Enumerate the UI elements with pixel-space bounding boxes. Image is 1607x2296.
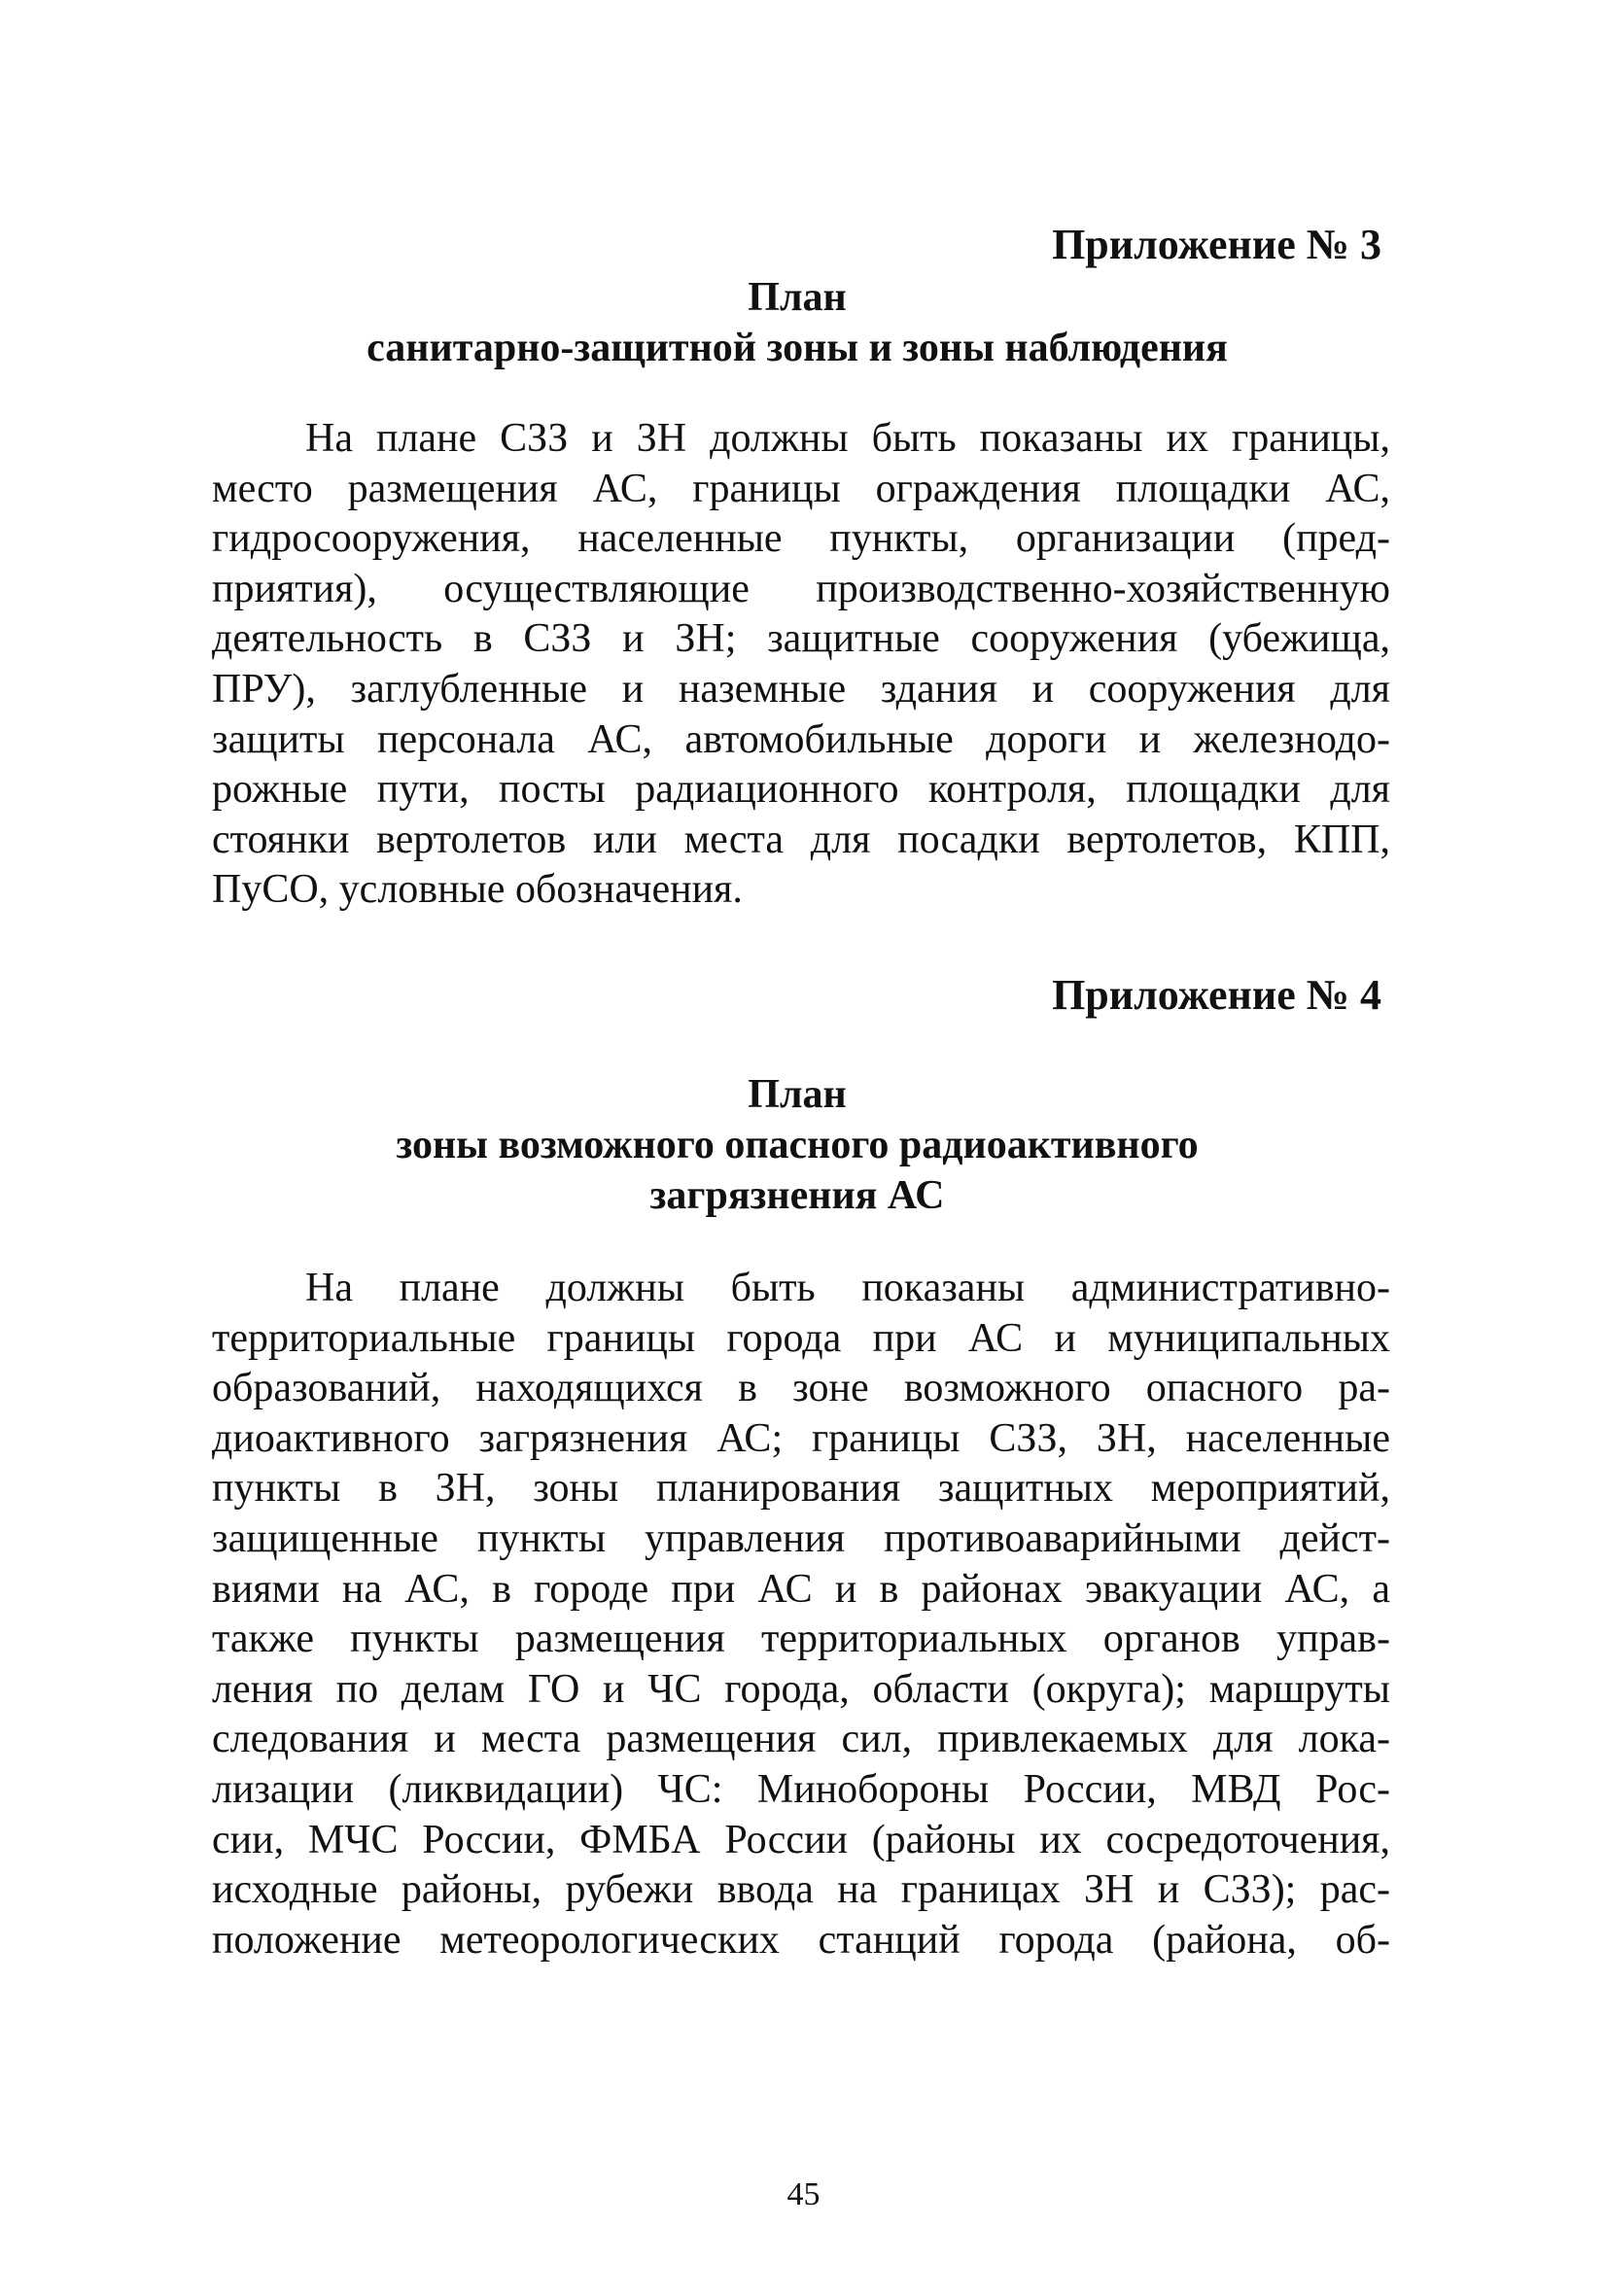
paragraph-line: приятия), осуществляющие производственно-хозяйственную <box>212 566 1390 611</box>
paragraph-line: виями на АС, в городе при АС и в районах эвакуации АС, а <box>212 1566 1390 1612</box>
paragraph-line: сии, МЧС России, ФМБА России (районы их сосредоточения, <box>212 1817 1390 1862</box>
paragraph-line: также пункты размещения территориальных органов управ- <box>212 1617 1390 1662</box>
paragraph-line: лизации (ликвидации) ЧС: Минобороны России, МВД Рос- <box>212 1766 1390 1812</box>
paragraph-line: положение метеорологических станций города (района, об- <box>212 1917 1390 1963</box>
paragraph-line: На плане СЗЗ и ЗН должны быть показаны их границы, <box>305 416 1390 461</box>
paragraph-line: защищенные пункты управления противоаварийными дейст- <box>212 1515 1390 1561</box>
page-number: 45 <box>786 2176 821 2212</box>
appendix-3-title-line: План <box>748 275 847 320</box>
paragraph-line: стоянки вертолетов или места для посадки вертолетов, КПП, <box>212 817 1390 862</box>
appendix-4-title-line: План <box>748 1072 847 1117</box>
appendix-4-paragraph <box>212 1264 1390 1966</box>
paragraph-line: территориальные границы города при АС и муниципальных <box>212 1315 1390 1361</box>
paragraph-line: защиты персонала АС, автомобильные дороги и железнодо- <box>212 716 1390 762</box>
appendix-4-title-line: зоны возможного опасного радиоактивного <box>396 1123 1199 1167</box>
appendix-4-title <box>214 1069 1380 1221</box>
appendix-3-title-line: санитарно-защитной зоны и зоны наблюдения <box>367 326 1228 370</box>
paragraph-line: гидросооружения, населенные пункты, организации (пред- <box>212 516 1390 562</box>
paragraph-line: ПРУ), заглубленные и наземные здания и сооружения для <box>212 666 1390 712</box>
paragraph-line: образований, находящихся в зоне возможного опасного ра- <box>212 1366 1390 1411</box>
paragraph-line: На плане должны быть показаны административно- <box>305 1266 1390 1310</box>
appendix-3-paragraph <box>212 414 1390 916</box>
paragraph-line: ПуСО, условные обозначения. <box>212 867 743 913</box>
paragraph-line: пункты в ЗН, зоны планирования защитных мероприятий, <box>212 1466 1390 1512</box>
paragraph-line: ления по делам ГО и ЧС города, области (округа); маршруты <box>212 1666 1390 1712</box>
appendix-3-title <box>214 272 1380 373</box>
paragraph-line: место размещения АС, границы ограждения площадки АС, <box>212 466 1390 511</box>
appendix-4-title-line: загрязнения АС <box>649 1173 945 1218</box>
paragraph-line: следования и места размещения сил, привлекаемых для лока- <box>212 1717 1390 1762</box>
paragraph-line: деятельность в СЗЗ и ЗН; защитные сооружения (убежища, <box>212 616 1390 662</box>
paragraph-line: рожные пути, посты радиационного контроля, площадки для <box>212 767 1390 813</box>
appendix-4-label: Приложение № 4 <box>1052 971 1381 1019</box>
paragraph-line: диоактивного загрязнения АС; границы СЗЗ, ЗН, населенные <box>212 1415 1390 1461</box>
paragraph-line: исходные районы, рубежи ввода на границах ЗН и СЗЗ); рас- <box>212 1867 1390 1913</box>
appendix-3-label: Приложение № 3 <box>1052 221 1381 268</box>
